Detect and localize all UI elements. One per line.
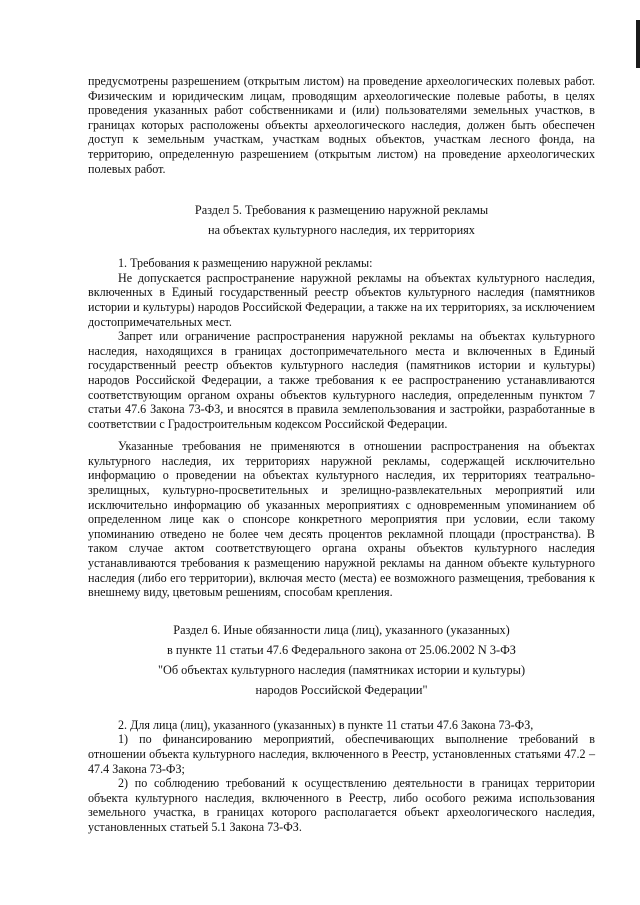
section-6-paragraph-1: 1) по финансированию мероприятий, обеспечивающих выполнение требований в отношении объекта культурного наследия, включенного в Реестр, установленных статьями 47.2 – 47.4 Закона 73-ФЗ;: [88, 732, 595, 776]
section-5-paragraph-1: Не допускается распространение наружной рекламы на объектах культурного наследия, включенных в Единый государственный реестр объектов культурного наследия (памятников истории и культуры) народов Российской Федерации, а также на их территориях, за исключением достопримечательных мест.: [88, 270, 595, 329]
section-6-heading-line-1: Раздел 6. Иные обязанности лица (лиц), указанного (указанных): [173, 622, 510, 637]
section-6-heading: [88, 620, 595, 700]
section-5-paragraph-3: Указанные требования не применяются в отношении распространения на объектах культурного наследия, их территориях наружной рекламы, содержащей исключительно информацию о проведении на объектах культурного наследия, их территориях театрально-зрелищных, культурно-просветительных и зрелищно-развлекательных мероприятий или исключительно информацию об указанных мероприятиях с одновременным упоминанием об определенном лице как о спонсоре конкретного мероприятия при условии, если такому упоминанию отведено не более чем десять процентов рекламной площади (пространства). В таком случае актом соответствующего органа охраны объектов культурного наследия устанавливаются требования к размещению наружной рекламы на данном объекте культурного наследия (либо его территории), включая место (места) ее возможного размещения, требования к внешнему виду, цветовым решениям, способам крепления.: [88, 439, 595, 600]
document-body: [88, 74, 595, 835]
section-6-heading-line-4: народов Российской Федерации": [255, 682, 428, 697]
section-5-paragraph-2: Запрет или ограничение распространения наружной рекламы на объектах культурного наследия, находящихся в границах достопримечательного места и включенных в Единый государственный реестр объектов культурного наследия (памятников истории и культуры) народов Российской Федерации, а также требования к ее распространению устанавливаются соответствующим органом охраны объектов культурного наследия, определенным пунктом 7 статьи 47.6 Закона 73-ФЗ, и вносятся в правила землепользования и застройки, разработанные в соответствии с Градостроительным кодексом Российской Федерации.: [88, 329, 595, 431]
section-6-heading-line-2: в пункте 11 статьи 47.6 Федерального закона от 25.06.2002 N 3-ФЗ: [167, 642, 516, 657]
section-6-heading-line-3: "Об объектах культурного наследия (памятниках истории и культуры): [157, 662, 526, 677]
intro-paragraph: предусмотрены разрешением (открытым листом) на проведение археологических полевых работ. Физическим и юридическим лицам, проводящим археологические полевые работы, в целях проведения указанных работ собственниками и (или) пользователями земельных участков, в границах которых расположены объекты археологического наследия, должен быть обеспечен доступ к земельным участкам, участкам водных объектов, участкам лесного фонда, на территорию, определенную разрешением (открытым листом) на проведение археологических полевых работ.: [88, 74, 595, 176]
section-5-heading-line-2: на объектах культурного наследия, их территориях: [208, 223, 475, 238]
section-5-heading-line-1: Раздел 5. Требования к размещению наружной рекламы: [194, 203, 489, 218]
scan-edge-mark: [636, 20, 640, 68]
section-6-paragraph-intro: 2. Для лица (лиц), указанного (указанных) в пункте 11 статьи 47.6 Закона 73-ФЗ,: [118, 717, 534, 732]
section-6-paragraph-2: 2) по соблюдению требований к осуществлению деятельности в границах территории объекта культурного наследия, включенного в Реестр, либо особого режима использования земельного участка, в границах которого располагается объект археологического наследия, установленных статьей 5.1 Закона 73-ФЗ.: [88, 776, 595, 834]
section-5-heading: [88, 200, 595, 240]
section-5-subheading: 1. Требования к размещению наружной рекламы:: [118, 256, 373, 271]
